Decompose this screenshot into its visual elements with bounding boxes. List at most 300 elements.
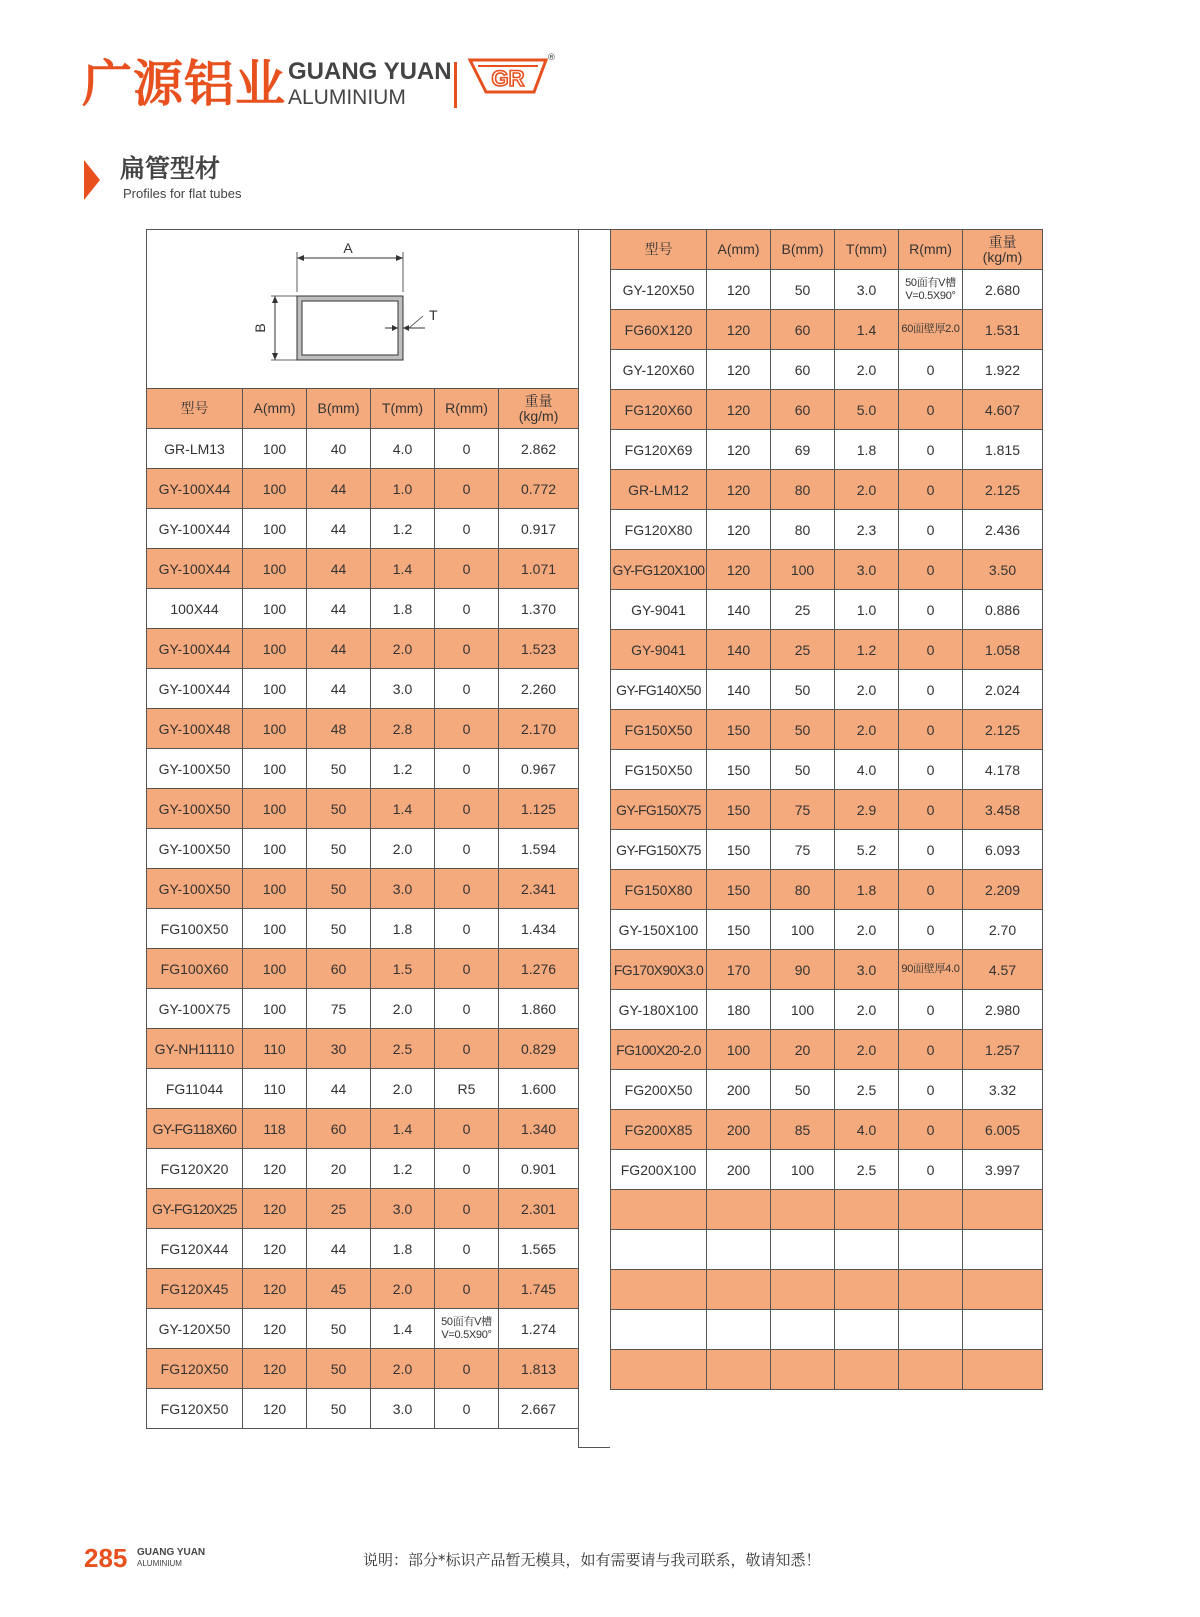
table-row	[611, 830, 1043, 870]
r-cell: 0	[435, 909, 499, 949]
table-row	[147, 429, 579, 469]
a-cell: 120	[243, 1389, 307, 1429]
column-header-r: R(mm)	[899, 230, 963, 270]
table-row	[611, 1190, 1043, 1230]
table-row	[147, 829, 579, 869]
t-cell: 2.0	[371, 1269, 435, 1309]
r-cell: 0	[899, 710, 963, 750]
r-cell: 0	[435, 669, 499, 709]
weight-cell: 1.922	[963, 350, 1043, 390]
a-cell: 120	[707, 270, 771, 310]
t-cell: 1.0	[835, 590, 899, 630]
table-row	[611, 510, 1043, 550]
a-cell	[707, 1230, 771, 1270]
t-cell: 2.9	[835, 790, 899, 830]
weight-cell: 3.997	[963, 1150, 1043, 1190]
weight-cell: 4.178	[963, 750, 1043, 790]
b-cell: 60	[771, 390, 835, 430]
a-cell: 120	[243, 1269, 307, 1309]
table-header-row	[147, 389, 579, 429]
weight-cell: 2.667	[499, 1389, 579, 1429]
weight-cell	[963, 1190, 1043, 1230]
a-cell: 140	[707, 590, 771, 630]
r-cell: 0	[899, 910, 963, 950]
r-cell: R5	[435, 1069, 499, 1109]
b-cell: 44	[307, 1229, 371, 1269]
a-cell	[707, 1270, 771, 1310]
r-cell: 0	[899, 510, 963, 550]
a-cell	[707, 1350, 771, 1390]
model-cell: FG120X50	[147, 1389, 243, 1429]
b-cell: 90	[771, 950, 835, 990]
b-cell: 100	[771, 910, 835, 950]
b-cell: 50	[771, 270, 835, 310]
table-row	[147, 949, 579, 989]
column-header-a: A(mm)	[707, 230, 771, 270]
model-cell: GY-180X100	[611, 990, 707, 1030]
t-cell: 2.0	[835, 350, 899, 390]
r-cell: 0	[899, 670, 963, 710]
model-cell: GY-120X60	[611, 350, 707, 390]
weight-cell: 0.967	[499, 749, 579, 789]
b-cell: 60	[771, 310, 835, 350]
weight-cell: 1.125	[499, 789, 579, 829]
model-cell	[611, 1190, 707, 1230]
weight-cell	[963, 1310, 1043, 1350]
column-header-weight	[963, 230, 1043, 270]
model-cell: GY-100X50	[147, 789, 243, 829]
b-cell: 85	[771, 1110, 835, 1150]
b-cell: 44	[307, 669, 371, 709]
r-cell: 0	[899, 870, 963, 910]
weight-cell: 1.815	[963, 430, 1043, 470]
a-cell: 100	[243, 709, 307, 749]
weight-cell: 2.024	[963, 670, 1043, 710]
b-cell: 50	[307, 1389, 371, 1429]
r-cell: 90面壁厚4.0	[899, 950, 963, 990]
brand-name-cn: 广源铝业	[82, 55, 286, 113]
model-cell: GY-100X50	[147, 829, 243, 869]
r-cell: 0	[899, 1030, 963, 1070]
table-row	[147, 1229, 579, 1269]
r-cell: 0	[899, 1110, 963, 1150]
t-cell: 1.2	[371, 509, 435, 549]
model-cell: FG120X50	[147, 1349, 243, 1389]
a-cell: 200	[707, 1150, 771, 1190]
table-row	[147, 989, 579, 1029]
table-row	[611, 430, 1043, 470]
table-row	[147, 1389, 579, 1429]
page-number: 285	[84, 1543, 128, 1573]
column-header-t: T(mm)	[371, 389, 435, 429]
weight-cell: 2.436	[963, 510, 1043, 550]
weight-cell: 1.274	[499, 1309, 579, 1349]
column-header-r: R(mm)	[435, 389, 499, 429]
table-row	[147, 629, 579, 669]
t-cell: 3.0	[371, 669, 435, 709]
brand-subtitle-en: ALUMINIUM	[288, 86, 406, 109]
r-cell: 0	[899, 390, 963, 430]
r-cell: 0	[899, 1070, 963, 1110]
b-cell: 50	[307, 829, 371, 869]
left-profile-table	[146, 229, 579, 1429]
b-cell	[771, 1350, 835, 1390]
table-row	[611, 1350, 1043, 1390]
brand-divider	[454, 62, 457, 108]
a-cell: 100	[243, 749, 307, 789]
t-cell: 1.8	[835, 870, 899, 910]
model-cell: GY-FG120X25	[147, 1189, 243, 1229]
model-cell: GY-100X44	[147, 549, 243, 589]
model-cell	[611, 1350, 707, 1390]
r-cell: 0	[899, 590, 963, 630]
weight-cell	[963, 1350, 1043, 1390]
table-row	[147, 1269, 579, 1309]
weight-cell: 2.862	[499, 429, 579, 469]
column-header-t: T(mm)	[835, 230, 899, 270]
weight-cell: 3.50	[963, 550, 1043, 590]
r-cell: 0	[435, 1269, 499, 1309]
weight-header-line1: 重量	[988, 233, 1017, 250]
t-cell: 1.4	[371, 1309, 435, 1349]
model-cell: GY-120X50	[611, 270, 707, 310]
t-cell: 1.4	[835, 310, 899, 350]
b-cell: 60	[307, 949, 371, 989]
model-cell: FG200X50	[611, 1070, 707, 1110]
a-cell: 100	[243, 949, 307, 989]
a-cell: 120	[243, 1309, 307, 1349]
weight-cell: 2.980	[963, 990, 1043, 1030]
r-cell: 50面有V槽 V=0.5X90°	[435, 1309, 499, 1349]
a-cell: 100	[243, 469, 307, 509]
weight-cell: 1.600	[499, 1069, 579, 1109]
table-row	[147, 589, 579, 629]
b-cell: 20	[771, 1030, 835, 1070]
t-cell	[835, 1270, 899, 1310]
a-cell: 150	[707, 870, 771, 910]
a-cell: 150	[707, 710, 771, 750]
section-title-en: Profiles for flat tubes	[123, 186, 242, 201]
cross-section-diagram-cell	[147, 230, 579, 389]
table-row	[611, 870, 1043, 910]
t-cell: 1.8	[371, 1229, 435, 1269]
model-cell	[611, 1230, 707, 1270]
a-cell: 150	[707, 790, 771, 830]
t-cell: 2.0	[835, 470, 899, 510]
a-cell: 100	[243, 429, 307, 469]
table-row	[147, 869, 579, 909]
t-cell	[835, 1190, 899, 1230]
table-row	[611, 710, 1043, 750]
t-cell: 1.2	[371, 1149, 435, 1189]
b-cell: 40	[307, 429, 371, 469]
a-cell: 120	[243, 1149, 307, 1189]
b-cell: 100	[771, 990, 835, 1030]
table-row	[611, 1310, 1043, 1350]
table-row	[147, 1069, 579, 1109]
dimension-t-label: T	[429, 307, 438, 323]
t-cell: 1.2	[371, 749, 435, 789]
model-cell: GY-150X100	[611, 910, 707, 950]
section-arrow-icon	[84, 160, 102, 204]
b-cell: 69	[771, 430, 835, 470]
weight-cell: 1.058	[963, 630, 1043, 670]
table-row	[611, 1070, 1043, 1110]
column-header-weight	[499, 389, 579, 429]
t-cell: 2.8	[371, 709, 435, 749]
t-cell: 3.0	[371, 869, 435, 909]
t-cell: 3.0	[371, 1189, 435, 1229]
table-row	[611, 630, 1043, 670]
column-header-model: 型号	[611, 230, 707, 270]
b-cell: 44	[307, 1069, 371, 1109]
model-cell: GY-9041	[611, 590, 707, 630]
a-cell: 100	[243, 549, 307, 589]
model-cell: GR-LM13	[147, 429, 243, 469]
t-cell: 2.0	[835, 710, 899, 750]
model-cell: FG120X44	[147, 1229, 243, 1269]
a-cell: 200	[707, 1070, 771, 1110]
b-cell: 20	[307, 1149, 371, 1189]
r-cell: 0	[435, 1349, 499, 1389]
model-cell: GY-FG150X75	[611, 790, 707, 830]
weight-cell: 2.125	[963, 710, 1043, 750]
weight-cell: 2.680	[963, 270, 1043, 310]
table-row	[611, 590, 1043, 630]
model-cell: GY-100X44	[147, 629, 243, 669]
weight-cell: 4.607	[963, 390, 1043, 430]
table-row	[611, 350, 1043, 390]
right-profile-table	[610, 229, 1043, 1390]
b-cell: 50	[307, 789, 371, 829]
column-header-a: A(mm)	[243, 389, 307, 429]
a-cell: 100	[243, 829, 307, 869]
model-cell: GY-100X50	[147, 749, 243, 789]
weight-cell: 1.523	[499, 629, 579, 669]
r-cell: 0	[435, 949, 499, 989]
table-row	[147, 469, 579, 509]
weight-cell: 3.32	[963, 1070, 1043, 1110]
a-cell	[707, 1310, 771, 1350]
table-row	[147, 1309, 579, 1349]
t-cell: 1.2	[835, 630, 899, 670]
weight-cell: 6.005	[963, 1110, 1043, 1150]
t-cell: 1.4	[371, 549, 435, 589]
weight-cell: 0.886	[963, 590, 1043, 630]
weight-cell: 3.458	[963, 790, 1043, 830]
model-cell: GY-100X44	[147, 669, 243, 709]
weight-cell: 0.917	[499, 509, 579, 549]
b-cell: 44	[307, 589, 371, 629]
table-row	[611, 670, 1043, 710]
weight-cell: 1.276	[499, 949, 579, 989]
model-cell: GY-FG150X75	[611, 830, 707, 870]
b-cell: 50	[771, 710, 835, 750]
footer-brand-subtitle: ALUMINIUM	[137, 1559, 182, 1568]
weight-cell	[963, 1270, 1043, 1310]
model-cell	[611, 1310, 707, 1350]
model-cell: FG100X60	[147, 949, 243, 989]
t-cell: 1.4	[371, 1109, 435, 1149]
model-cell: GY-FG120X100	[611, 550, 707, 590]
r-cell	[899, 1350, 963, 1390]
b-cell: 80	[771, 510, 835, 550]
t-cell: 2.0	[835, 670, 899, 710]
weight-cell: 2.341	[499, 869, 579, 909]
b-cell: 75	[771, 790, 835, 830]
table-row	[611, 1270, 1043, 1310]
weight-cell: 1.860	[499, 989, 579, 1029]
a-cell: 120	[243, 1229, 307, 1269]
t-cell: 2.0	[371, 989, 435, 1029]
r-cell: 0	[435, 869, 499, 909]
table-row	[147, 1189, 579, 1229]
table-row	[611, 470, 1043, 510]
weight-cell: 1.257	[963, 1030, 1043, 1070]
t-cell: 2.3	[835, 510, 899, 550]
a-cell	[707, 1190, 771, 1230]
table-row	[147, 1029, 579, 1069]
model-cell: GY-9041	[611, 630, 707, 670]
a-cell: 120	[707, 350, 771, 390]
r-cell: 0	[435, 829, 499, 869]
b-cell: 25	[771, 630, 835, 670]
b-cell: 50	[307, 749, 371, 789]
model-cell: GY-100X44	[147, 469, 243, 509]
a-cell: 150	[707, 750, 771, 790]
r-cell: 0	[435, 469, 499, 509]
weight-cell: 1.531	[963, 310, 1043, 350]
model-cell: FG150X50	[611, 710, 707, 750]
r-cell: 0	[899, 990, 963, 1030]
model-cell: FG200X100	[611, 1150, 707, 1190]
b-cell: 50	[307, 1349, 371, 1389]
weight-cell	[963, 1230, 1043, 1270]
t-cell	[835, 1310, 899, 1350]
t-cell: 2.0	[371, 1349, 435, 1389]
table-row	[147, 749, 579, 789]
b-cell	[771, 1270, 835, 1310]
table-row	[611, 1030, 1043, 1070]
table-row	[147, 509, 579, 549]
b-cell: 75	[307, 989, 371, 1029]
b-cell	[771, 1190, 835, 1230]
table-row	[611, 1150, 1043, 1190]
r-cell: 0	[435, 1149, 499, 1189]
model-cell	[611, 1270, 707, 1310]
model-cell: GY-100X44	[147, 509, 243, 549]
a-cell: 110	[243, 1029, 307, 1069]
model-cell: GY-NH11110	[147, 1029, 243, 1069]
r-cell: 0	[435, 749, 499, 789]
t-cell: 1.8	[371, 589, 435, 629]
a-cell: 100	[243, 509, 307, 549]
r-cell	[899, 1230, 963, 1270]
t-cell: 2.0	[371, 629, 435, 669]
weight-cell: 1.071	[499, 549, 579, 589]
table-row	[611, 550, 1043, 590]
t-cell: 2.0	[835, 1030, 899, 1070]
b-cell: 50	[307, 869, 371, 909]
model-cell: GY-120X50	[147, 1309, 243, 1349]
r-cell: 0	[435, 1189, 499, 1229]
t-cell: 3.0	[835, 270, 899, 310]
t-cell: 1.4	[371, 789, 435, 829]
a-cell: 150	[707, 830, 771, 870]
table-row	[147, 1149, 579, 1189]
table-row	[611, 1230, 1043, 1270]
b-cell	[771, 1310, 835, 1350]
table-row	[611, 390, 1043, 430]
model-cell: GY-100X75	[147, 989, 243, 1029]
a-cell: 150	[707, 910, 771, 950]
weight-cell: 2.209	[963, 870, 1043, 910]
a-cell: 120	[707, 310, 771, 350]
dimension-a-label: A	[343, 240, 353, 256]
t-cell: 2.0	[371, 829, 435, 869]
a-cell: 100	[243, 629, 307, 669]
model-cell: FG150X80	[611, 870, 707, 910]
a-cell: 120	[707, 390, 771, 430]
table-row	[611, 990, 1043, 1030]
t-cell: 3.0	[835, 950, 899, 990]
model-cell: FG120X20	[147, 1149, 243, 1189]
column-header-model: 型号	[147, 389, 243, 429]
r-cell	[899, 1190, 963, 1230]
b-cell: 100	[771, 550, 835, 590]
t-cell	[835, 1350, 899, 1390]
weight-header-line2: (kg/m)	[982, 248, 1023, 265]
a-cell: 100	[243, 789, 307, 829]
a-cell: 120	[707, 550, 771, 590]
brand-name-en: GUANG YUAN	[288, 58, 452, 85]
b-cell: 50	[771, 1070, 835, 1110]
model-cell: FG120X60	[611, 390, 707, 430]
table-row	[147, 789, 579, 829]
r-cell: 0	[435, 509, 499, 549]
model-cell: FG170X90X3.0	[611, 950, 707, 990]
r-cell: 0	[899, 790, 963, 830]
logo-text: GR	[491, 66, 525, 91]
t-cell: 5.2	[835, 830, 899, 870]
weight-cell: 0.829	[499, 1029, 579, 1069]
model-cell: FG120X45	[147, 1269, 243, 1309]
t-cell: 4.0	[371, 429, 435, 469]
r-cell: 0	[435, 1389, 499, 1429]
r-cell: 0	[435, 1109, 499, 1149]
table-row	[611, 790, 1043, 830]
weight-cell: 0.901	[499, 1149, 579, 1189]
model-cell: FG150X50	[611, 750, 707, 790]
r-cell: 0	[899, 1150, 963, 1190]
r-cell: 0	[435, 429, 499, 469]
t-cell: 1.8	[371, 909, 435, 949]
weight-cell: 1.434	[499, 909, 579, 949]
b-cell: 44	[307, 549, 371, 589]
b-cell: 50	[307, 909, 371, 949]
weight-cell: 2.170	[499, 709, 579, 749]
a-cell: 120	[707, 470, 771, 510]
t-cell: 4.0	[835, 750, 899, 790]
company-logo	[468, 52, 554, 102]
weight-cell: 6.093	[963, 830, 1043, 870]
t-cell: 5.0	[835, 390, 899, 430]
r-cell: 0	[435, 1029, 499, 1069]
weight-cell: 1.813	[499, 1349, 579, 1389]
table-row	[147, 669, 579, 709]
table-row	[611, 910, 1043, 950]
b-cell: 50	[771, 670, 835, 710]
